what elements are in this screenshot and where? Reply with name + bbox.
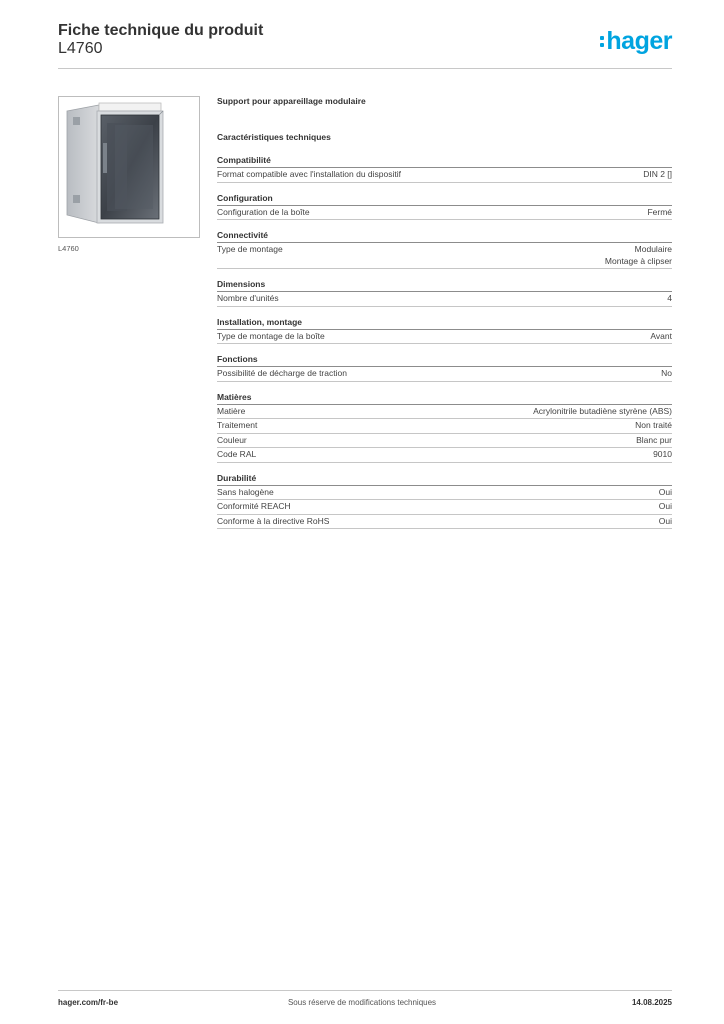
spec-value-line: Non traité [635, 420, 672, 430]
spec-row [217, 292, 672, 307]
spec-value-line: Acrylonitrile butadiène styrène (ABS) [533, 405, 672, 416]
spec-section [217, 392, 672, 463]
spec-value [647, 207, 672, 219]
spec-value-line: Oui [658, 501, 672, 511]
spec-row [217, 367, 672, 382]
spec-section [217, 473, 672, 530]
spec-value-line: Blanc pur [636, 434, 672, 445]
spec-value [653, 449, 672, 461]
spec-value [643, 169, 672, 181]
spec-section [217, 155, 672, 183]
spec-section [217, 279, 672, 307]
spec-label: Conformité REACH [217, 501, 291, 511]
spec-row [217, 419, 672, 434]
document-header [58, 20, 672, 68]
spec-value [636, 435, 672, 447]
spec-value-line: Montage à clipser [604, 255, 672, 266]
footer-notice: Sous réserve de modifications techniques [287, 998, 437, 1007]
enclosure-illustration-icon [59, 97, 199, 237]
spec-value-line: 9010 [653, 449, 672, 459]
spec-label: Sans halogène [217, 486, 274, 497]
spec-row [217, 206, 672, 221]
spec-value-line: Avant [650, 330, 672, 341]
section-title: Installation, montage [217, 317, 672, 330]
footer-website-link[interactable]: hager.com/fr-be [58, 998, 119, 1007]
spec-label: Configuration de la boîte [217, 206, 310, 217]
spec-label: Couleur [217, 434, 247, 445]
spec-value-line: Fermé [647, 206, 672, 217]
spec-value-line: Modulaire [634, 244, 672, 254]
spec-row [217, 243, 672, 269]
characteristics-title: Caractéristiques techniques [217, 132, 331, 142]
spec-label: Code RAL [217, 449, 257, 459]
spec-value [533, 406, 672, 418]
spec-label: Matière [217, 405, 246, 416]
spec-label: Possibilité de décharge de traction [217, 368, 347, 378]
page-title: Fiche technique du produit [58, 22, 264, 39]
image-caption: L4760 [58, 244, 79, 253]
spec-value [605, 244, 672, 267]
spec-row [217, 168, 672, 183]
section-title: Compatibilité [217, 155, 672, 168]
section-title: Matières [217, 392, 672, 405]
section-title: Dimensions [217, 279, 672, 292]
spec-label: Nombre d'unités [217, 293, 279, 303]
spec-value [650, 331, 672, 343]
spec-row [217, 405, 672, 420]
footer-divider [58, 990, 672, 991]
product-reference: L4760 [58, 40, 103, 57]
spec-value-line: No [661, 368, 672, 378]
spec-row [217, 434, 672, 449]
spec-section [217, 193, 672, 221]
spec-value [659, 487, 672, 499]
spec-label: Type de montage [217, 244, 283, 254]
logo-colon-icon [600, 36, 604, 47]
footer-date: 14.08.2025 [631, 998, 672, 1007]
section-title: Durabilité [217, 473, 672, 486]
logo-text: hager [606, 26, 672, 55]
product-image [58, 96, 200, 238]
spec-label: Format compatible avec l'installation du dispositif [217, 169, 401, 179]
spec-label: Traitement [217, 420, 258, 430]
spec-row [217, 500, 672, 515]
spec-value [667, 293, 672, 305]
spec-label: Type de montage de la boîte [217, 330, 325, 341]
spec-sections [217, 155, 672, 529]
header-divider [58, 68, 672, 69]
spec-label: Conforme à la directive RoHS [217, 515, 330, 526]
product-name: Support pour appareillage modulaire [217, 96, 366, 106]
spec-value [659, 501, 672, 513]
spec-value [635, 420, 672, 432]
spec-value-line: DIN 2 [] [643, 169, 672, 179]
spec-value [661, 368, 672, 380]
spec-row [217, 515, 672, 530]
spec-row [217, 330, 672, 345]
spec-value-line: Oui [658, 515, 672, 526]
hager-logo [600, 26, 672, 56]
specifications [217, 95, 672, 529]
section-title: Fonctions [217, 354, 672, 367]
spec-value-line: Oui [658, 486, 672, 497]
spec-row [217, 448, 672, 463]
section-title: Connectivité [217, 230, 672, 243]
spec-value [659, 516, 672, 528]
spec-section [217, 317, 672, 345]
spec-row [217, 486, 672, 501]
spec-section [217, 354, 672, 382]
spec-value-line: 4 [667, 293, 672, 303]
spec-section [217, 230, 672, 269]
section-title: Configuration [217, 193, 672, 206]
